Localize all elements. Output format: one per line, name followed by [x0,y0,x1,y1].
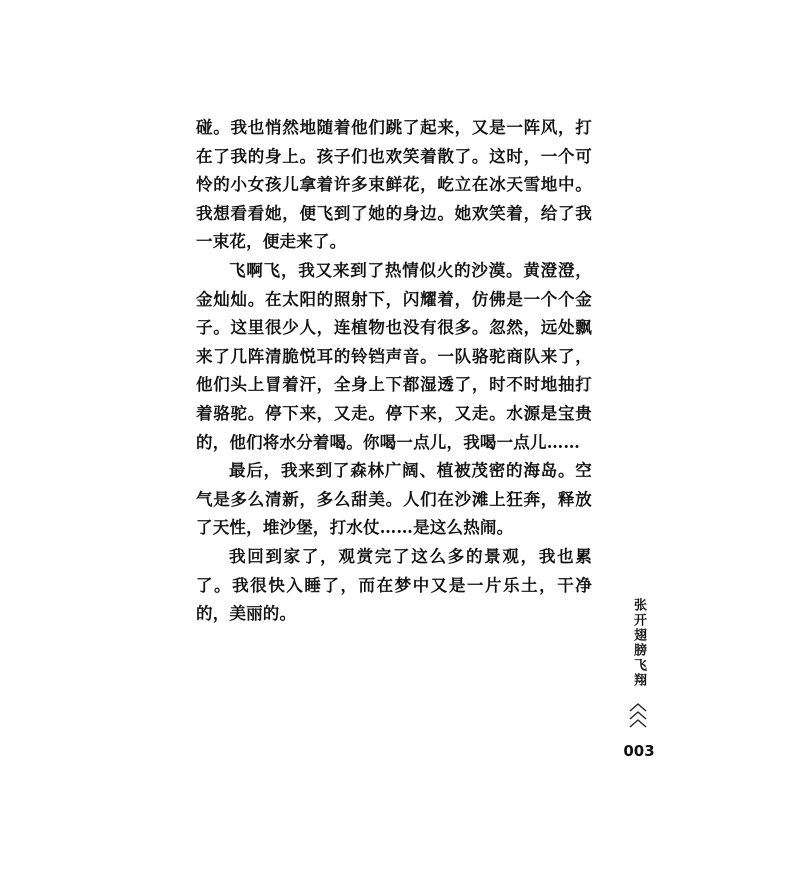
paragraph-3: 最后，我来到了森林广阔、植被茂密的海岛。空气是多么清新，多么甜美。人们在沙滩上狂奔，释放了天性，堆沙堡，打水仗……是这么热闹。 [196,461,592,538]
page-number: 003 [623,742,655,760]
running-title: 张开翅膀飞翔 [631,598,646,688]
paragraph-1: 碰。我也悄然地随着他们跳了起来，又是一阵风，打在了我的身上。孩子们也欢笑着散了。这时，一个可怜的小女孩儿拿着许多束鲜花，屹立在冰天雪地中。我想看看她，便飞到了她的身边。她欢笑着，给了我一束花，便走来了。 [196,118,592,252]
triple-chevron-up-icon [627,702,649,732]
paragraph-2: 飞啊飞，我又来到了热情似火的沙漠。黄澄澄，金灿灿。在太阳的照射下，闪耀着，仿佛是一个个金子。这里很少人，连植物也没有很多。忽然，远处飘来了几阵清脆悦耳的铃铛声音。一队骆驼商队来了，他们头上冒着汗，全身上下都湿透了，时不时地抽打着骆驼。停下来，又走。停下来，又走。水源是宝贵的，他们将水分着喝。你喝一点儿，我喝一点儿…… [196,260,592,452]
paragraph-4: 我回到家了，观赏完了这么多的景观，我也累了。我很快入睡了，而在梦中又是一片乐土，干净的，美丽的。 [196,546,592,624]
body-text [196,114,592,629]
